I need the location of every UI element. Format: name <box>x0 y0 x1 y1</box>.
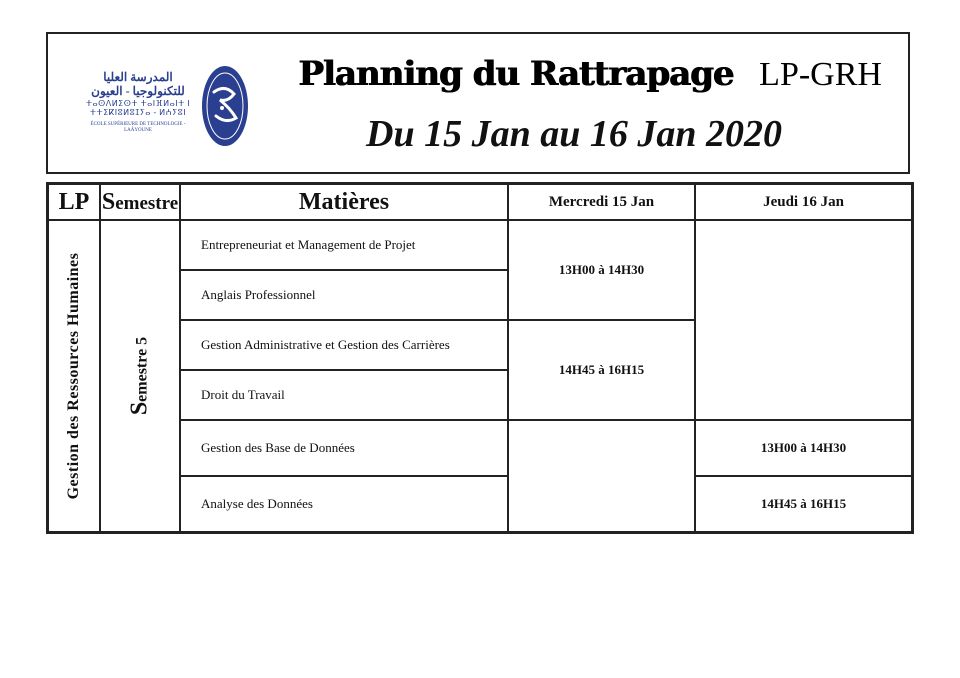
subject-cell: Gestion des Base de Données <box>180 420 508 476</box>
slot-day1-group1: 13H00 à 14H30 <box>508 220 695 320</box>
subject-cell: Entrepreneuriat et Management de Projet <box>180 220 508 270</box>
program-name: Gestion des Ressources Humaines <box>65 252 82 500</box>
university-seal-icon <box>200 62 250 150</box>
subject-cell: Analyse des Données <box>180 476 508 532</box>
program-code: LP-GRH <box>759 56 882 93</box>
title-line <box>298 48 898 95</box>
semester-rest: emestre 5 <box>133 336 151 402</box>
program-cell <box>48 220 100 532</box>
header-lp: LP <box>48 184 100 220</box>
slot-day2-group3-b: 14H45 à 16H15 <box>695 476 912 532</box>
logo-tifinagh-name: ⵜⴰⵙⴷⵍⵉⵙⵜ ⵜⴰⵏⴼⵍⴰⵏⵜ ⵏ ⵜⵜⵉⴽⵏⵓⵍⵓⵊⵢⴰ - ⵍⵄⵢⵓⵏ <box>85 98 191 118</box>
slot-day1-empty <box>508 420 695 532</box>
table-row <box>48 220 912 270</box>
subject-cell: Gestion Administrative et Gestion des Carrières <box>180 320 508 370</box>
subject-cell: Droit du Travail <box>180 370 508 420</box>
header-day1: Mercredi 15 Jan <box>508 184 695 220</box>
planning-table <box>46 182 914 534</box>
slot-day2-group3-a: 13H00 à 14H30 <box>695 420 912 476</box>
slot-day1-group2: 14H45 à 16H15 <box>508 320 695 420</box>
subject-cell: Anglais Professionnel <box>180 270 508 320</box>
header-matieres: Matières <box>180 184 508 220</box>
header-day2: Jeudi 16 Jan <box>695 184 912 220</box>
header-semestre <box>100 184 180 220</box>
semester-label <box>127 337 154 415</box>
semester-initial: S <box>126 401 153 416</box>
header-row <box>48 184 912 220</box>
semester-cell <box>100 220 180 532</box>
logo-arabic-name: المدرسة العليا للتكنولوجيا - العيون <box>91 70 185 99</box>
header-semestre-rest: emestre <box>115 192 179 214</box>
page-title: Planning du Rattrapage <box>298 54 734 94</box>
school-logo <box>82 56 252 156</box>
logo-french-name: ÉCOLE SUPÉRIEURE DE TECHNOLOGIE - LAÂYOUNE <box>90 121 186 133</box>
header-semestre-initial: S <box>101 188 116 215</box>
header-box <box>46 32 910 174</box>
date-range: Du 15 Jan au 16 Jan 2020 <box>366 113 782 155</box>
slot-day2-empty <box>695 220 912 420</box>
logo-text <box>82 70 194 134</box>
